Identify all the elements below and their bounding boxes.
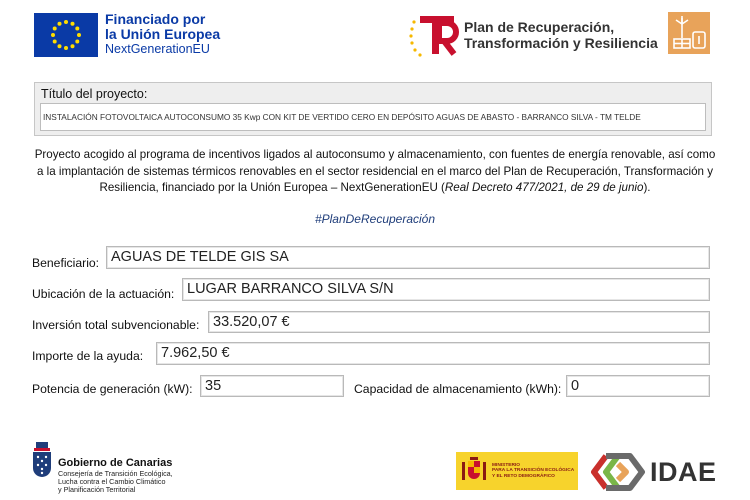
potencia-field: 35 [200, 375, 344, 397]
ministerio-line-2: PARA LA TRANSICIÓN ECOLÓGICA [492, 468, 575, 474]
importe-field: 7.962,50 € [156, 342, 710, 365]
project-title-box [34, 82, 712, 136]
consejeria-line-3: y Planificación Territorial [58, 485, 136, 494]
ministerio-logo [456, 452, 578, 490]
importe-label: Importe de la ayuda: [32, 349, 144, 363]
ubicacion-field: LUGAR BARRANCO SILVA S/N [182, 278, 710, 301]
ministerio-line-3: Y EL RETO DEMOGRÁFICO [492, 473, 555, 479]
consejeria-line-1: Consejería de Transición Ecológica, [58, 469, 173, 478]
project-title-field: INSTALACIÓN FOTOVOLTAICA AUTOCONSUMO 35 Kwp CON KIT DE VERTIDO CERO EN DEPÓSITO AGUAS DE ABASTO - BARRANCO SILVA - TM TELDE [40, 103, 706, 131]
idae-logo-icon [590, 450, 646, 494]
prtr-logo-icon [408, 12, 460, 58]
eu-line-3: NextGenerationEU [105, 42, 210, 56]
idae-logo [590, 450, 717, 494]
eu-line-1: Financiado por [105, 11, 206, 27]
idae-wordmark: IDAE [650, 456, 717, 487]
consejeria-line-2: Lucha contra el Cambio Climático [58, 477, 166, 486]
beneficiario-field: AGUAS DE TELDE GIS SA [106, 246, 710, 269]
prtr-line-1: Plan de Recuperación, [464, 19, 615, 35]
spain-coat-of-arms-icon [460, 456, 488, 486]
description-line-1: Proyecto acogido al programa de incentivos ligados al autoconsumo y almacenamiento, con fuentes de energía renovable, así como [34, 148, 716, 161]
project-title-label: Título del proyecto: [41, 87, 148, 101]
ubicacion-label: Ubicación de la actuación: [32, 287, 175, 301]
ministerio-line-1: MINISTERIO [492, 462, 520, 468]
energy-installation-icon [668, 12, 710, 54]
eu-funding-logo [34, 12, 220, 57]
description-line-3-start: Resiliencia, financiado por la Unión Europea – NextGenerationEU ( [99, 181, 445, 194]
hashtag: #PlanDeRecuperación [314, 212, 436, 226]
description-line-3-end: ). [643, 181, 651, 194]
capacidad-label: Capacidad de almacenamiento (kWh): [354, 382, 562, 396]
potencia-label: Potencia de generación (kW): [32, 382, 193, 396]
description-line-3 [32, 180, 718, 197]
description-line-2: a la implantación de sistemas térmicos renovables en el sector residencial en el marco del Plan de Recuperación, Transformación y [37, 164, 713, 178]
prtr-line-2: Transformación y Resiliencia [464, 35, 658, 51]
inversion-label: Inversión total subvencionable: [32, 318, 200, 332]
beneficiario-label: Beneficiario: [32, 256, 100, 270]
prtr-logo [408, 12, 658, 58]
gobierno-canarias-logo [30, 440, 173, 494]
gobierno-canarias-shield-icon [30, 440, 54, 492]
capacidad-field: 0 [566, 375, 710, 397]
eu-flag-icon [34, 13, 98, 57]
inversion-field: 33.520,07 € [208, 311, 710, 333]
decree-reference: Real Decreto 477/2021, de 29 de junio [444, 181, 644, 194]
eu-line-2: la Unión Europea [105, 26, 221, 42]
project-description [32, 147, 718, 197]
gobierno-canarias-name: Gobierno de Canarias [58, 457, 173, 469]
